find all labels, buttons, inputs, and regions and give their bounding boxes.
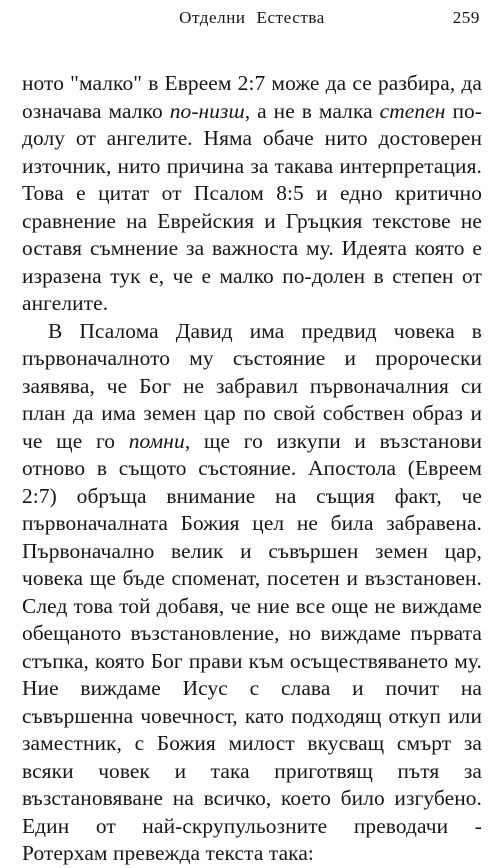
text-run: , а не в малка <box>244 98 380 123</box>
page-number: 259 <box>452 8 480 27</box>
italic-text-run: помни <box>128 428 185 453</box>
paragraph-1 <box>22 70 482 318</box>
italic-text-run: по-низш <box>169 98 245 123</box>
running-title: Отделни Естества <box>179 8 325 27</box>
text-run: В Псалома Давид има предвид човека в първоначалното му състояние и пророчески заявява, че Бог не забравил първоначалния си план да има земен цар по свой собствен образ и че ще го <box>22 318 482 453</box>
page-header <box>22 4 482 32</box>
paragraph-2 <box>22 318 482 868</box>
italic-text-run: степен <box>379 98 446 123</box>
text-run: , ще го изкупи и възстанови отново в същото състояние. Апостола (Евреем 2:7) обръща внимание на същия факт, че първоначалната Божия цел не била забравена. Първоначално велик и съвършен земен цар, човека ще бъде споменат, посетен и възстановен. След това той добавя, че ние все още не виждаме обещаното възстановление, но виждаме първата стъпка, която Бог прави към осъществяването му. Ние виждаме Исус с слава и почит на съвършенна човечност, като подходящ откуп или заместник, с Божия милост вкусващ смърт за всяки човек и така приготвящ пътя за възстановяване на всичко, което било изгубено. Един от най-скрупульозните преводачи - Ротерхам превежда текста така: <box>22 428 482 865</box>
text-run: ното "малко" в Евреем 2:7 може да се разбира, да означава малко <box>22 71 482 123</box>
text-run: по-долу от ангелите. Няма обаче нито достоверен източник, нито причина за такава интерпретация. Това е цитат от Псалом 8:5 и едно критично сравнение на Еврейския и Гръцкия текстове не оставя съмнение за важноста му. Идеята която е изразена тук е, че е малко по-долен в степен от ангелите. <box>22 98 483 315</box>
body-text <box>22 70 482 868</box>
